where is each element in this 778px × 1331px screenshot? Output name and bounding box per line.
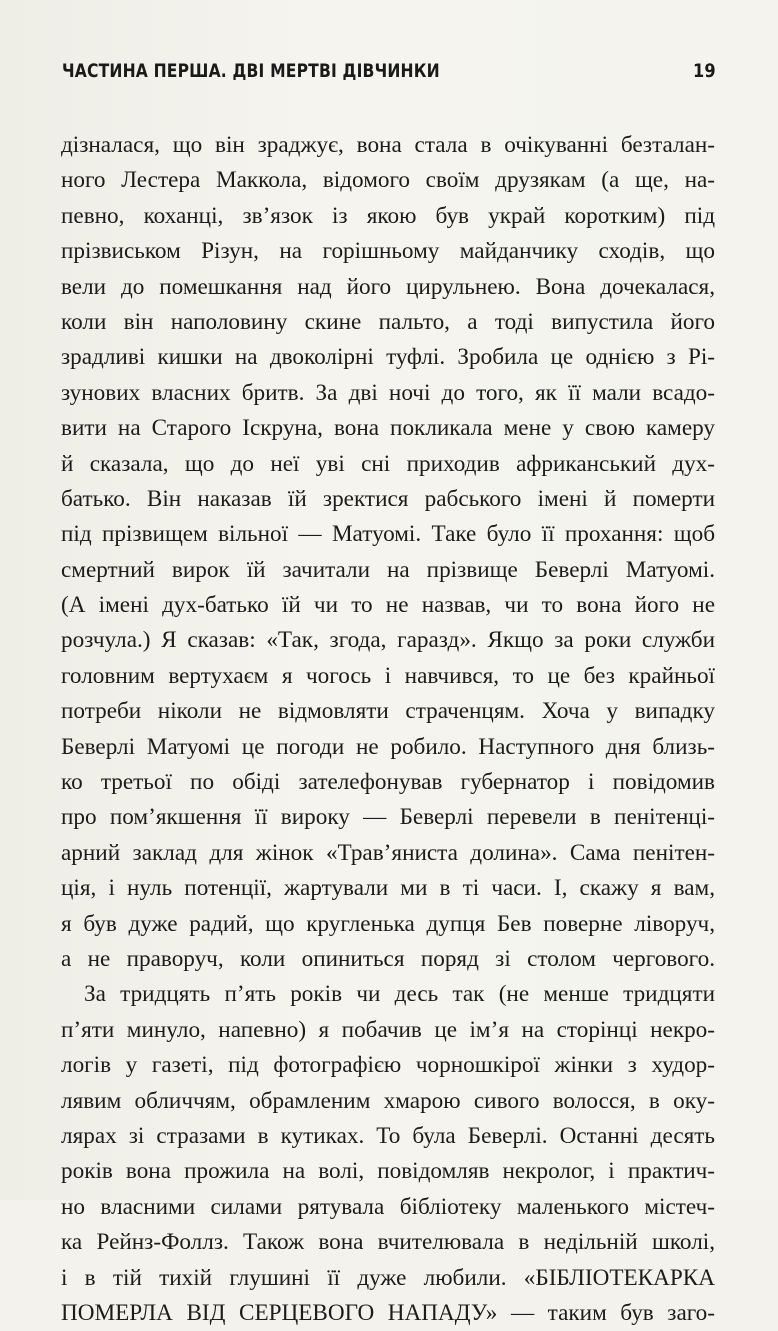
text-line: ція, і нуль потенції, жартували ми в ті часи. І, скажу я вам,	[61, 875, 715, 902]
text-line: про пом’якшення її вироку — Беверлі перевели в пенітенці-	[61, 804, 715, 831]
text-line: п’яти минуло, напевно) я побачив це ім’я на сторінці некро-	[61, 1016, 715, 1043]
text-line: а не праворуч, коли опиниться поряд зі столом чергового.	[61, 945, 715, 972]
text-line: я був дуже радий, що кругленька дупця Бев поверне ліворуч,	[61, 910, 715, 937]
paragraph-2	[61, 977, 715, 1331]
text-line: ного Лестера Макколa, відомого своїм друзякам (а ще, на-	[61, 167, 715, 194]
body-text	[61, 128, 715, 1331]
text-line: дізналася, що він зраджує, вона стала в очікуванні безталан-	[61, 132, 715, 158]
text-line: зрадливі кишки на двоколірні туфлі. Зробила це однією з Рі-	[61, 344, 715, 371]
text-line: ко третьої по обіді зателефонував губернатор і повідомив	[61, 769, 715, 796]
text-line: під прізвищем вільної — Матуомі. Таке було її прохання: щоб	[61, 521, 715, 548]
text-line: головним вертухаєм я чогось і навчився, то це без крайньої	[61, 662, 715, 689]
text-line: (А імені дух-батько їй чи то не назвав, чи то вона його не	[61, 592, 715, 619]
running-title: ЧАСТИНА ПЕРША. ДВІ МЕРТВІ ДІВЧИНКИ	[62, 60, 440, 82]
text-line: прізвиськом Різун, на горішньому майданчику сходів, що	[61, 238, 715, 265]
text-line: смертний вирок їй зачитали на прізвище Беверлі Матуомі.	[61, 556, 715, 583]
text-line: ка Рейнз-Фоллз. Також вона вчителювала в недільній школі,	[61, 1229, 715, 1256]
text-line: зунових власних бритв. За дві ночі до того, як її мали всадо-	[61, 379, 715, 406]
text-line: і в тій тихій глушині її дуже любили. «БІБЛІОТЕКАРКА	[61, 1264, 715, 1291]
text-line: но власними силами рятувала бібліотеку маленького містеч-	[61, 1193, 715, 1220]
paragraph-1	[61, 128, 715, 977]
text-line: потреби ніколи не відмовляти страченцям. Хоча у випадку	[61, 698, 715, 725]
text-line: лярах зі стразами в кутиках. То була Беверлі. Останні десять	[61, 1122, 715, 1149]
text-line: вели до помешкання над його цирульнею. Вона дочекалася,	[61, 273, 715, 300]
running-head	[62, 60, 716, 90]
text-line: батько. Він наказав їй зректися рабського імені й померти	[61, 485, 715, 512]
text-line: вити на Старого Іскруна, вона покликала мене у свою камеру	[61, 415, 715, 442]
text-line: лявим обличчям, обрамленим хмарою сивого волосся, в оку-	[61, 1087, 715, 1114]
text-line: певно, коханці, зв’язок із якою був украй коротким) під	[61, 202, 715, 229]
text-line: Беверлі Матуомі це погоди не робило. Наступного дня близь-	[61, 733, 715, 760]
text-line: коли він наполовину скине пальто, а тоді випустила його	[61, 308, 715, 335]
page-number: 19	[693, 60, 716, 82]
text-line: ПОМЕРЛА ВІД СЕРЦЕВОГО НАПАДУ» — таким був заго-	[61, 1299, 715, 1326]
text-line: й сказала, що до неї уві сні приходив африканський дух-	[61, 450, 715, 477]
text-line: років вона прожила на волі, повідомляв некролог, і практич-	[61, 1158, 715, 1185]
text-line: арний заклад для жінок «Трав’яниста долина». Сама пенітен-	[61, 839, 715, 866]
text-line: За тридцять п’ять років чи десь так (не менше тридцяти	[84, 981, 715, 1008]
text-line: розчула.) Я сказав: «Так, згода, гаразд». Якщо за роки служби	[61, 627, 715, 654]
text-line: логів у газеті, під фотографією чорношкірої жінки з худор-	[61, 1052, 715, 1079]
